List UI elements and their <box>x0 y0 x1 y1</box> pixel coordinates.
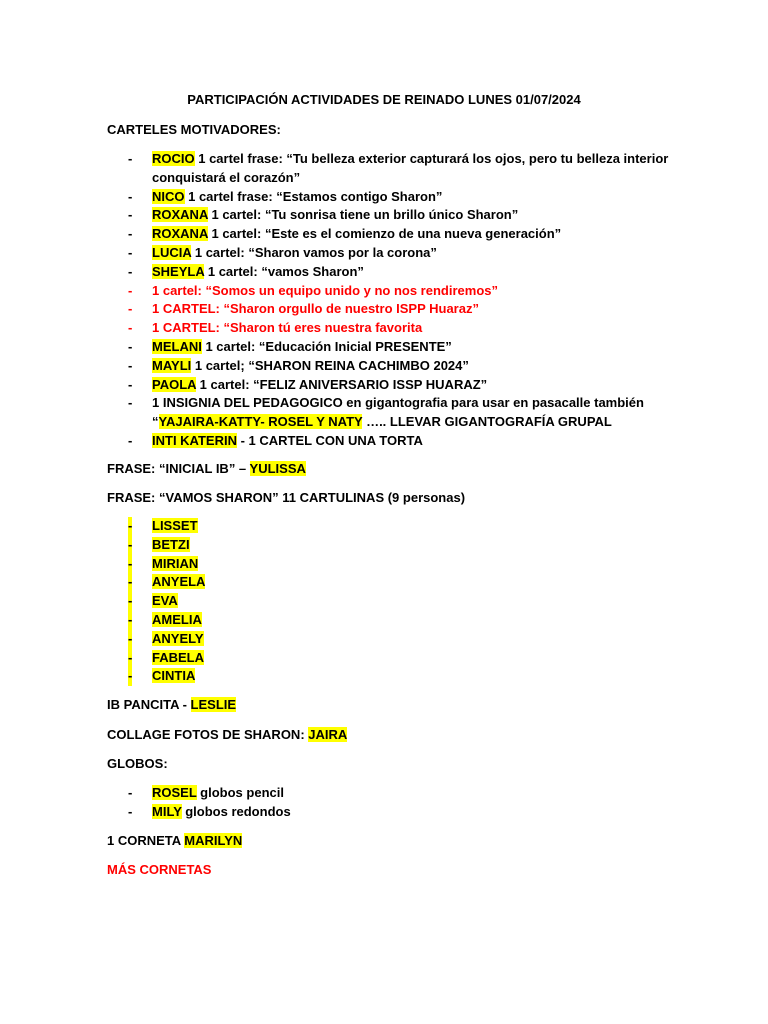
cartel-item: - ROCIO 1 cartel frase: “Tu belleza exterior capturará los ojos, pero tu belleza interior conquistará el corazón” <box>128 151 669 185</box>
cartel-text: 1 cartel frase: “Tu belleza exterior capturará los ojos, pero tu belleza interior conquistará el corazón” <box>152 151 669 185</box>
cartel-item: - ROXANA 1 cartel: “Este es el comienzo de una nueva generación” <box>128 226 562 242</box>
line-text: COLLAGE FOTOS DE SHARON: <box>107 727 309 742</box>
carteles-heading: CARTELES MOTIVADORES: <box>107 122 281 137</box>
globos-list <box>107 784 687 822</box>
person-name: LUCIA <box>152 244 192 260</box>
person-name: ROXANA <box>152 226 208 242</box>
cartel-text: 1 cartel frase: “Estamos contigo Sharon” <box>184 188 443 204</box>
list-item: - BETZI <box>107 536 687 555</box>
person-name: ROCIO <box>152 151 195 166</box>
frase-inicial-line <box>107 461 306 476</box>
cartel-item: - PAOLA 1 cartel: “FELIZ ANIVERSARIO ISSP HUARAZ” <box>128 376 488 392</box>
cartel-item: - NICO 1 cartel frase: “Estamos contigo Sharon” <box>128 188 443 204</box>
cartulinas-list <box>107 517 687 686</box>
person-name: MILY <box>152 803 182 819</box>
person-name: PAOLA <box>152 376 197 392</box>
person-name: AMELIA <box>152 611 202 627</box>
person-names: YAJAIRA-KATTY- ROSEL Y NATY <box>158 414 363 430</box>
list-item: - ANYELY <box>107 630 687 649</box>
line-text: IB PANCITA - <box>107 697 191 712</box>
mas-cornetas-line: MÁS CORNETAS <box>107 862 212 877</box>
person-name: ANYELA <box>152 574 206 590</box>
cartel-text: 1 cartel: “Sharon vamos por la corona” <box>191 244 437 260</box>
cartel-text: 1 cartel; “SHARON REINA CACHIMBO 2024” <box>191 357 469 373</box>
cartel-item: - 1 INSIGNIA DEL PEDAGOGICO en gigantografia para usar en pasacalle también “YAJAIRA-KATTY- ROSEL Y NATY ….. LLEVAR GIGANTOGRAFÍA GRUPAL <box>128 395 644 430</box>
person-name: YULISSA <box>249 461 306 476</box>
cartel-item: - ROXANA 1 cartel: “Tu sonrisa tiene un brillo único Sharon” <box>128 207 519 223</box>
list-item: - ROSEL globos pencil <box>128 785 284 800</box>
cartel-item: - SHEYLA 1 cartel: “vamos Sharon” <box>128 263 364 279</box>
cartel-item: - MAYLI 1 cartel; “SHARON REINA CACHIMBO 2024” <box>128 357 469 373</box>
person-name: MAYLI <box>152 357 192 373</box>
person-name: MARILYN <box>184 833 243 848</box>
list-item: - CINTIA <box>107 667 687 686</box>
person-name: FABELA <box>152 649 204 665</box>
cartel-item: - LUCIA 1 cartel: “Sharon vamos por la corona” <box>128 244 437 260</box>
cartel-text: 1 CARTEL: “Sharon tú eres nuestra favorita <box>152 320 423 336</box>
cartel-text: 1 INSIGNIA DEL PEDAGOGICO en gigantografia para usar en pasacalle también “ <box>152 395 644 430</box>
carteles-list <box>107 150 687 451</box>
cartel-text: 1 CARTEL: “Sharon orgullo de nuestro ISPP Huaraz” <box>152 301 479 317</box>
ib-pancita-line <box>107 697 236 712</box>
person-name: MELANI <box>152 338 202 354</box>
list-item: - LISSET <box>107 517 687 536</box>
list-item: - AMELIA <box>107 611 687 630</box>
person-name: BETZI <box>152 536 190 552</box>
person-name: JAIRA <box>308 727 348 742</box>
cartel-item-red: - 1 CARTEL: “Sharon tú eres nuestra favorita <box>128 320 423 336</box>
person-name: SHEYLA <box>152 263 205 279</box>
person-name: NICO <box>152 188 185 204</box>
collage-line <box>107 727 347 742</box>
cartel-text: - 1 CARTEL CON UNA TORTA <box>236 432 423 448</box>
list-item: - EVA <box>107 592 687 611</box>
document-title: PARTICIPACIÓN ACTIVIDADES DE REINADO LUNES 01/07/2024 <box>187 92 581 107</box>
cartel-text: 1 cartel: “Educación Inicial PRESENTE” <box>201 338 452 354</box>
person-name: ROSEL <box>152 785 197 800</box>
cartel-item-red: - 1 cartel: “Somos un equipo unido y no nos rendiremos” <box>128 282 498 298</box>
globos-heading: GLOBOS: <box>107 756 168 771</box>
person-name: INTI KATERIN <box>152 432 237 448</box>
person-name: LESLIE <box>190 697 237 712</box>
list-item: - MIRIAN <box>107 555 687 574</box>
line-text: globos pencil <box>196 785 284 800</box>
person-name: EVA <box>152 593 178 609</box>
corneta-line <box>107 833 242 848</box>
line-text: 1 CORNETA <box>107 833 185 848</box>
line-text: globos redondos <box>181 803 291 819</box>
cartel-item-red: - 1 CARTEL: “Sharon orgullo de nuestro ISPP Huaraz” <box>128 301 479 317</box>
person-name: ROXANA <box>152 207 208 223</box>
cartel-text: 1 cartel: “FELIZ ANIVERSARIO ISSP HUARAZ” <box>196 376 488 392</box>
person-name: ANYELY <box>152 630 204 646</box>
person-name: CINTIA <box>152 668 196 684</box>
list-item: - MILY globos redondos <box>128 803 291 819</box>
frase-text: FRASE: “INICIAL IB” – <box>107 461 250 476</box>
person-name: LISSET <box>152 518 198 533</box>
frase-vamos-line: FRASE: “VAMOS SHARON” 11 CARTULINAS (9 personas) <box>107 490 466 505</box>
cartel-item: - MELANI 1 cartel: “Educación Inicial PRESENTE” <box>128 338 452 354</box>
cartel-text: 1 cartel: “Tu sonrisa tiene un brillo único Sharon” <box>207 207 519 223</box>
cartel-text: 1 cartel: “Este es el comienzo de una nueva generación” <box>207 226 562 242</box>
list-item: - ANYELA <box>107 573 687 592</box>
person-name: MIRIAN <box>152 555 199 571</box>
list-item: - FABELA <box>107 649 687 668</box>
cartel-text: 1 cartel: “Somos un equipo unido y no nos rendiremos” <box>152 282 498 298</box>
cartel-item: - INTI KATERIN - 1 CARTEL CON UNA TORTA <box>128 432 423 448</box>
cartel-text: ….. LLEVAR GIGANTOGRAFÍA GRUPAL <box>362 414 612 430</box>
cartel-text: 1 cartel: “vamos Sharon” <box>204 263 364 279</box>
